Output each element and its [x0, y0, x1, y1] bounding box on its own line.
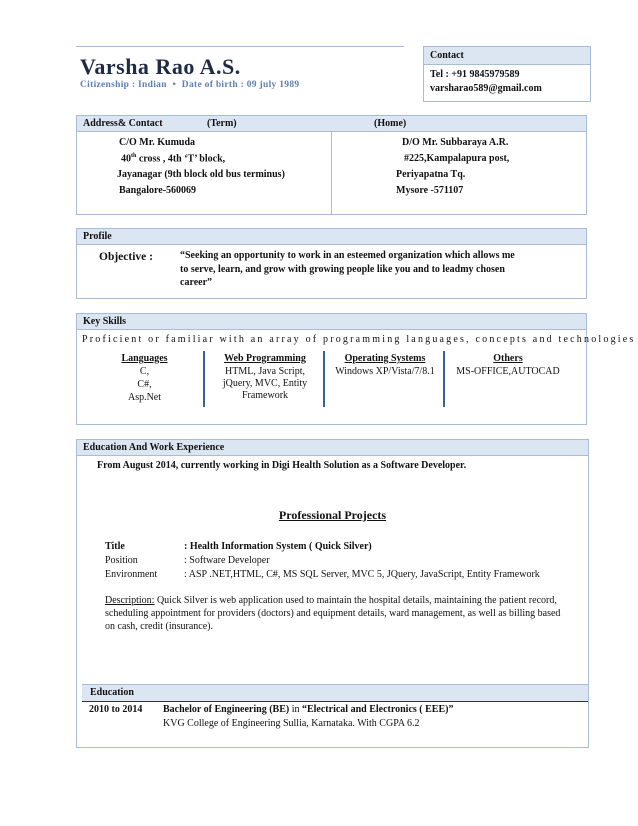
ordinal-suffix: th [131, 153, 137, 159]
current-position: From August 2014, currently working in Digi Health Solution as a Software Developer. [97, 460, 467, 471]
bullet: • [172, 80, 177, 90]
address-divider [331, 132, 332, 214]
project-environment-label: Environment [105, 569, 158, 580]
home-address-line-1: D/O Mr. Subbaraya A.R. [402, 137, 509, 148]
education-years: 2010 to 2014 [89, 704, 143, 715]
education-header [82, 684, 588, 702]
term-address-line-3: Jayanagar (9th block old bus terminus) [117, 169, 285, 180]
description-line-1 [105, 594, 587, 607]
profile-section [76, 228, 587, 299]
projects-heading: Professional Projects [278, 508, 387, 522]
skill-item: MS-OFFICE,AUTOCAD [456, 366, 560, 377]
date-of-birth: Date of birth : 09 july 1989 [181, 80, 300, 90]
description-line-3: on cash, credit (insurance). [105, 621, 214, 632]
objective-label: Objective : [99, 251, 153, 263]
contact-header: Contact [424, 47, 590, 65]
skill-item: C#, [137, 379, 152, 390]
skill-item: jQuery, MVC, Entity [222, 378, 308, 389]
education-title: Education [90, 687, 134, 698]
skill-column-web [207, 353, 323, 401]
description-line-2: scheduling appointment for providers (doctors) and equipment details, ward management, as well as billing based [105, 608, 561, 619]
candidate-name: Varsha Rao A.S. [80, 54, 241, 79]
address-title: Address& Contact [83, 118, 163, 129]
header-rule [76, 46, 404, 47]
web-programming-heading: Web Programming [224, 353, 306, 364]
education-degree [163, 704, 453, 715]
skills-divider [443, 351, 445, 407]
term-number: 40 [121, 153, 131, 165]
skills-divider [203, 351, 205, 407]
skills-section [76, 313, 636, 425]
project-description [105, 594, 587, 633]
degree-name: Bachelor of Engineering (BE) [163, 704, 290, 715]
term-address-line-2 [121, 153, 225, 164]
citizenship: Citizenship : Indian [80, 80, 167, 90]
objective-line-3: career” [180, 277, 213, 288]
others-heading: Others [493, 353, 523, 364]
languages-heading: Languages [121, 353, 168, 364]
project-title-label: Title [105, 541, 125, 552]
personal-info [80, 80, 299, 90]
skill-item: C, [139, 366, 150, 377]
experience-header: Education And Work Experience [77, 440, 588, 456]
description-label: Description: [105, 595, 155, 606]
operating-systems-heading: Operating Systems [344, 353, 426, 364]
skills-divider [323, 351, 325, 407]
home-address-line-4: Mysore -571107 [396, 185, 464, 196]
skill-column-others [447, 353, 569, 377]
degree-field: “Electrical and Electronics ( EEE)” [301, 704, 454, 715]
objective-line-1: “Seeking an opportunity to work in an esteemed organization which allows me [180, 250, 515, 261]
skill-column-languages [87, 353, 202, 403]
address-header [77, 116, 586, 132]
home-label: (Home) [374, 118, 407, 129]
education-college: KVG College of Engineering Sullia, Karnataka. With CGPA 6.2 [163, 718, 420, 729]
degree-in: in [289, 704, 302, 715]
contact-phone: Tel : +91 9845979589 [430, 69, 520, 80]
term-address-line-1: C/O Mr. Kumuda [119, 137, 196, 148]
description-text: Quick Silver is web application used to maintain the hospital details, maintaining the patient record, [154, 595, 557, 606]
skills-header: Key Skills [77, 314, 586, 330]
project-position-value: : Software Developer [184, 555, 270, 566]
contact-box [423, 46, 591, 102]
skills-intro: Proficient or familiar with an array of programming languages, concepts and technologies [82, 334, 636, 345]
project-title-value: : Health Information System ( Quick Silver) [184, 541, 372, 552]
skill-item: Windows XP/Vista/7/8.1 [335, 366, 435, 377]
skill-item: Asp.Net [127, 392, 162, 403]
profile-header: Profile [77, 229, 586, 245]
skill-column-os [327, 353, 443, 377]
project-environment-value: : ASP .NET,HTML, C#, MS SQL Server, MVC 5, JQuery, JavaScript, Entity Framework [184, 569, 540, 580]
term-street: cross , 4th ‘T’ block, [138, 153, 226, 165]
skill-item: Framework [241, 390, 289, 401]
term-address-line-4: Bangalore-560069 [119, 185, 197, 196]
home-address-line-2: #225,Kampalapura post, [404, 153, 510, 164]
contact-email: varsharao589@gmail.com [430, 83, 542, 94]
term-label: (Term) [207, 118, 237, 129]
skill-item: HTML, Java Script, [225, 366, 305, 377]
address-section [76, 115, 587, 215]
experience-section [76, 439, 589, 748]
project-position-label: Position [105, 555, 138, 566]
home-address-line-3: Periyapatna Tq. [396, 169, 466, 180]
objective-line-2: to serve, learn, and grow with growing people like you and to leadmy chosen [180, 264, 505, 275]
